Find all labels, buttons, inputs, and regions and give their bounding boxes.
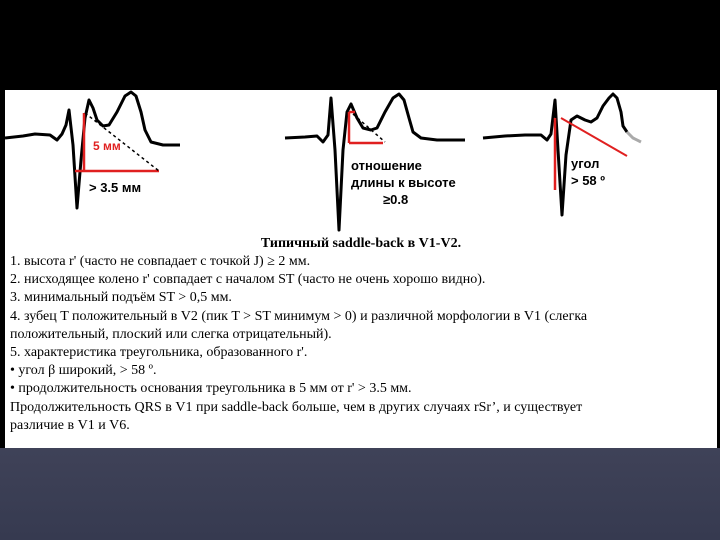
criteria-list xyxy=(10,253,715,435)
angle-label-line-2: > 58 º xyxy=(571,173,606,188)
ecg-figure-height xyxy=(5,92,180,208)
ratio-label-line-2: длины к высоте xyxy=(351,175,456,190)
criteria-line: различие в V1 и V6. xyxy=(10,417,130,433)
base-length-label: > 3.5 мм xyxy=(89,180,142,195)
criteria-line: Продолжительность QRS в V1 при saddle-back больше, чем в других случаях rSr’, и существует xyxy=(10,399,583,415)
ecg-figures xyxy=(5,90,717,240)
section-title: Типичный saddle-back в V1-V2. xyxy=(260,236,462,251)
slide-content xyxy=(5,90,717,448)
criteria-line: • угол β широкий, > 58 º. xyxy=(10,363,157,379)
angle-slope-line xyxy=(561,118,627,156)
angle-label-line-1: угол xyxy=(571,156,600,171)
criteria-line: 1. высота r' (часто не совпадает с точкой J) ≥ 2 мм. xyxy=(10,254,311,269)
ratio-label-line-3: ≥0.8 xyxy=(383,192,409,207)
bottom-slate-band xyxy=(0,448,720,540)
ratio-label-line-1: отношение xyxy=(351,158,422,173)
height-label: 5 мм xyxy=(93,139,121,153)
criteria-line: • продолжительность основания треугольника в 5 мм от r' > 3.5 мм. xyxy=(10,381,412,397)
criteria-line: положительный, плоский или слегка отрицательный). xyxy=(10,326,332,342)
criteria-line: 5. характеристика треугольника, образованного r'. xyxy=(10,345,308,361)
ecg-figure-angle xyxy=(483,94,641,215)
ecg-trace-3-tail xyxy=(627,132,641,142)
criteria-line: 4. зубец T положительный в V2 (пик T > ST минимум > 0) и различной морфологии в V1 (слегка xyxy=(10,308,588,324)
ecg-figure-ratio xyxy=(285,94,465,230)
criteria-line: 2. нисходящее колено r' совпадает с началом ST (часто не очень хорошо видно). xyxy=(10,272,486,288)
criteria-line: 3. минимальный подъём ST > 0,5 мм. xyxy=(10,290,232,306)
top-black-band xyxy=(0,0,720,90)
